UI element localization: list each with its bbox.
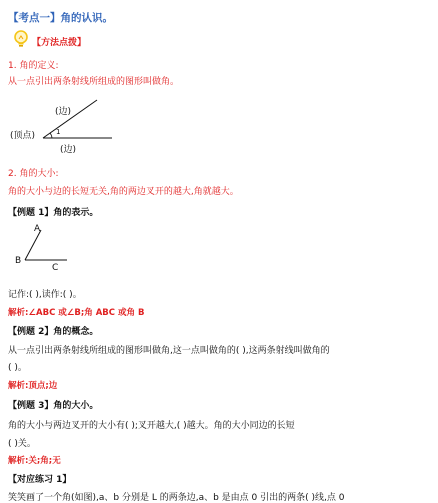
example-3-line-2: ( )关。 xyxy=(8,439,36,449)
label-c: C xyxy=(52,263,59,273)
size-heading: 2. 角的大小: xyxy=(8,169,59,179)
example-1-question: 记作:( ),读作:( )。 xyxy=(8,290,82,300)
fig-vertex-label: (顶点) xyxy=(10,131,36,141)
definition-heading: 1. 角的定义: xyxy=(8,61,59,71)
definition-text: 从一点引出两条射线所组成的图形叫做角。 xyxy=(8,77,180,87)
section-title: 【考点一】角的认识。 xyxy=(8,12,113,24)
size-text: 角的大小与边的长短无关,角的两边叉开的越大,角就越大。 xyxy=(8,187,239,197)
example-3-answer: 解析:关;角;无 xyxy=(8,456,61,466)
example-1-title: 【例题 1】角的表示。 xyxy=(8,208,99,218)
ray-ba xyxy=(25,230,41,260)
fig-angle-number: 1 xyxy=(56,128,61,136)
fig-side-top-label: (边) xyxy=(55,107,72,117)
example-3-line-1: 角的大小与两边叉开的大小有( );叉开越大,( )越大。角的大小同边的长短 xyxy=(8,421,295,431)
method-label: 【方法点拨】 xyxy=(32,38,87,48)
angle-arc xyxy=(50,133,52,138)
example-3-title: 【例题 3】角的大小。 xyxy=(8,401,99,411)
label-a: A xyxy=(34,224,41,234)
lightbulb-icon xyxy=(12,29,30,49)
example-1-answer: 解析:∠ABC 或∠B;角 ABC 或角 B xyxy=(8,308,145,318)
label-b: B xyxy=(15,256,22,266)
example-2-line-1: 从一点引出两条射线所组成的图形叫做角,这一点叫做角的( ),这两条射线叫做角的 xyxy=(8,346,330,356)
example-2-title: 【例题 2】角的概念。 xyxy=(8,327,99,337)
fig-side-bottom-label: (边) xyxy=(60,145,77,155)
practice-1-line-1: 笑笑画了一个角(如图),a、b 分别是 L 的两条边,a、b 是由点 0 引出的两条( )线,点 0 xyxy=(8,493,345,503)
example-2-answer: 解析:顶点;边 xyxy=(8,381,58,391)
practice-1-title: 【对应练习 1】 xyxy=(8,475,72,485)
example-2-line-2: ( )。 xyxy=(8,363,27,373)
